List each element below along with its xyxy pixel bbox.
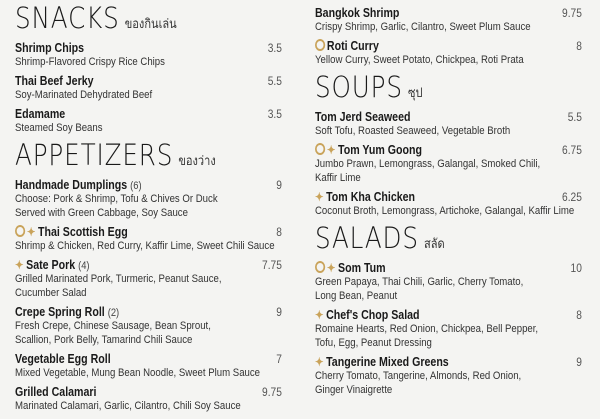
section-heading [15, 3, 282, 33]
menu-item [15, 352, 282, 380]
item-description: Jumbo Prawn, Lemongrass, Galangal, Smoked Chili, [315, 158, 541, 170]
item-count: (6) [130, 180, 142, 192]
item-description: Choose: Pork & Shrimp, Tofu & Chives Or Duck [15, 193, 218, 205]
item-description: Yellow Curry, Sweet Potato, Chickpea, Roti Prata [315, 54, 524, 66]
item-name: Chef's Chop Salad [326, 308, 420, 322]
item-price: 8 [576, 39, 582, 53]
item-description: Served with Green Cabbage, Soy Sauce [15, 207, 188, 219]
menu-item [15, 305, 282, 347]
section-snacks [15, 3, 282, 135]
item-description: Mixed Vegetable, Mung Bean Noodle, Sweet Plum Sauce [15, 367, 261, 379]
menu-item [315, 308, 582, 350]
item-name: Vegetable Egg Roll [15, 352, 111, 366]
section-appetizers [15, 140, 282, 413]
section-heading [15, 140, 282, 170]
item-name: Handmade Dumplings [15, 178, 128, 192]
section-appetizers-continued [315, 6, 582, 67]
section-salads [315, 223, 582, 397]
ring-icon [315, 261, 325, 273]
menu-item [315, 6, 582, 34]
item-name-line [315, 308, 582, 322]
item-price: 5.5 [567, 110, 582, 124]
item-name-line [15, 258, 282, 272]
item-description: Scallion, Pork Belly, Tamarind Chili Sauce [15, 334, 193, 346]
item-description: Marinated Calamari, Garlic, Cilantro, Chili Soy Sauce [15, 400, 241, 412]
section-title: SOUPS [315, 72, 403, 102]
section-title: APPETIZERS [15, 140, 174, 170]
section-heading [315, 223, 582, 253]
sparkle-icon: ✦ [326, 261, 336, 275]
item-description: Coconut Broth, Lemongrass, Artichoke, Galangal, Kaffir Lime [315, 205, 575, 217]
section-title: SNACKS [15, 3, 120, 33]
menu-item [315, 190, 582, 218]
item-price: 9.75 [262, 385, 282, 399]
section-title: SALADS [315, 223, 419, 253]
item-name-line [315, 190, 582, 204]
section-title-thai: ของว่าง [178, 154, 216, 169]
menu-item [15, 385, 282, 413]
menu-item [315, 110, 582, 138]
item-description: Tofu, Egg, Peanut Dressing [315, 337, 432, 349]
item-price: 10 [570, 261, 582, 275]
item-name-line [15, 178, 282, 192]
item-price: 8 [576, 308, 582, 322]
section-soups [315, 72, 582, 218]
item-name: Thai Scottish Egg [38, 225, 128, 239]
item-description: Romaine Hearts, Red Onion, Chickpea, Bell Pepper, [315, 323, 539, 335]
menu-column-left [15, 0, 282, 418]
section-heading [315, 72, 582, 102]
sparkle-icon: ✦ [315, 355, 324, 369]
item-description: Kaffir Lime [315, 172, 361, 184]
item-name: Roti Curry [326, 39, 379, 53]
menu-item [315, 143, 582, 185]
ring-icon [15, 225, 25, 237]
menu-item [315, 261, 582, 303]
item-price: 9 [276, 178, 282, 192]
sparkle-icon: ✦ [15, 258, 24, 272]
item-count: (2) [107, 307, 120, 319]
item-name: Tom Yum Goong [338, 143, 423, 157]
item-price: 6.75 [562, 143, 582, 157]
item-price: 7.75 [262, 258, 282, 272]
item-name: Thai Beef Jerky [15, 74, 94, 88]
item-price: 3.5 [267, 107, 282, 121]
item-name-line [15, 107, 282, 121]
menu-item [15, 225, 282, 253]
menu-item [315, 355, 582, 397]
item-description: Grilled Marinated Pork, Turmeric, Peanut Sauce, [15, 273, 222, 285]
item-price: 9 [576, 355, 582, 369]
item-name-line [15, 225, 282, 239]
item-description: Soft Tofu, Roasted Seaweed, Vegetable Broth [315, 125, 511, 137]
menu-item [315, 39, 582, 67]
item-name: Tom Kha Chicken [326, 190, 416, 204]
item-price: 8 [276, 225, 282, 239]
ring-icon [315, 39, 325, 51]
sparkle-icon: ✦ [315, 190, 324, 204]
item-description: Steamed Soy Beans [15, 122, 103, 134]
item-name-line [15, 352, 282, 366]
section-title-thai: ซุป [407, 86, 423, 101]
item-name-line [15, 41, 282, 55]
menu-item [15, 178, 282, 220]
sparkle-icon: ✦ [326, 143, 336, 157]
item-description: Long Bean, Peanut [315, 290, 398, 302]
item-name-line [15, 385, 282, 399]
item-name: Sate Pork [26, 258, 76, 272]
item-name-line [315, 261, 582, 275]
item-name-line [315, 39, 582, 53]
section-title-thai: สลัด [423, 237, 445, 252]
ring-icon [315, 143, 325, 155]
item-description: Fresh Crepe, Chinese Sausage, Bean Sprout, [15, 320, 211, 332]
item-description: Soy-Marinated Dehydrated Beef [15, 89, 153, 101]
item-name: Bangkok Shrimp [315, 6, 400, 20]
item-description: Shrimp & Chicken, Red Curry, Kaffir Lime, Sweet Chili Sauce [15, 240, 275, 252]
item-name: Tangerine Mixed Greens [326, 355, 449, 369]
item-name: Edamame [15, 107, 66, 121]
menu-column-right [315, 0, 582, 402]
item-description: Shrimp-Flavored Crispy Rice Chips [15, 56, 165, 68]
item-price: 7 [276, 352, 282, 366]
item-name-line [315, 6, 582, 20]
item-count: (4) [78, 260, 90, 272]
item-price: 5.5 [267, 74, 282, 88]
item-price: 6.25 [562, 190, 582, 204]
item-price: 9 [276, 305, 282, 319]
sparkle-icon: ✦ [315, 308, 324, 322]
item-price: 3.5 [267, 41, 282, 55]
menu-item [15, 258, 282, 300]
menu-item [15, 107, 282, 135]
item-name: Crepe Spring Roll [15, 305, 105, 319]
menu-item [15, 41, 282, 69]
item-name-line [15, 305, 282, 319]
item-description: Cherry Tomato, Tangerine, Almonds, Red Onion, [315, 370, 522, 382]
item-name: Shrimp Chips [15, 41, 85, 55]
item-price: 9.75 [562, 6, 582, 20]
item-description: Cucumber Salad [15, 287, 87, 299]
sparkle-icon: ✦ [26, 225, 36, 239]
item-description: Crispy Shrimp, Garlic, Cilantro, Sweet Plum Sauce [315, 21, 531, 33]
item-description: Green Papaya, Thai Chili, Garlic, Cherry Tomato, [315, 276, 524, 288]
menu-item [15, 74, 282, 102]
item-name: Som Tum [338, 261, 386, 275]
item-name: Grilled Calamari [15, 385, 97, 399]
item-name-line [315, 143, 582, 157]
item-description: Ginger Vinaigrette [315, 384, 393, 396]
item-name-line [15, 74, 282, 88]
item-name-line [315, 110, 582, 124]
item-name-line [315, 355, 582, 369]
section-title-thai: ของกินเล่น [124, 17, 177, 32]
item-name: Tom Jerd Seaweed [315, 110, 411, 124]
